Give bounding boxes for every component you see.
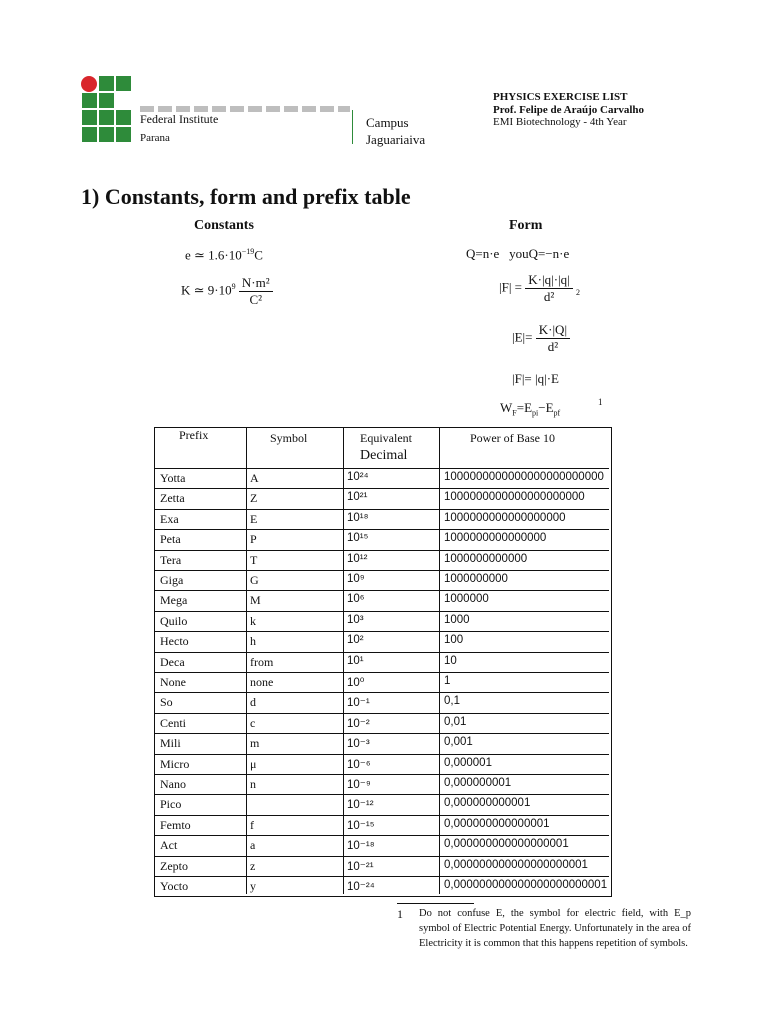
cell-power: 10⁰	[347, 677, 365, 689]
institute-name-block	[140, 80, 438, 148]
cell-decimal: 0,000000000000000001	[444, 838, 569, 851]
footnote-rule	[397, 903, 474, 904]
cell-power: 10⁻⁶	[347, 758, 371, 771]
row-divider	[155, 611, 609, 612]
row-divider	[155, 529, 609, 530]
cell-decimal: 10	[444, 654, 457, 667]
cell-prefix: Yocto	[160, 879, 189, 893]
cell-symbol: M	[250, 593, 261, 608]
cell-decimal: 1000000000	[444, 573, 508, 585]
form-heading: Form	[509, 218, 543, 233]
cell-prefix: Pico	[160, 797, 182, 812]
header-power: Power of Base 10	[470, 431, 555, 445]
cell-decimal: 0,000000000000001	[444, 817, 550, 830]
cell-decimal: 1000	[444, 613, 470, 626]
logo-square	[99, 127, 114, 142]
institute-logo	[80, 76, 132, 142]
row-divider	[155, 794, 609, 795]
prefix-table	[154, 427, 612, 897]
institute-name: Federal Institute	[140, 112, 219, 126]
cell-symbol: A	[250, 471, 259, 485]
logo-square	[116, 110, 131, 125]
charge-quantization: Q=n·e youQ=−n·e	[466, 246, 570, 261]
header-prefix: Prefix	[179, 428, 209, 442]
document-header	[493, 91, 644, 129]
cell-decimal: 1000000000000	[444, 552, 528, 565]
cell-decimal: 0,000000001	[444, 777, 512, 789]
cell-power: 10²⁴	[347, 471, 369, 483]
cell-power: 10⁻³	[347, 738, 370, 751]
cell-decimal: 1000000000000000000	[444, 511, 566, 524]
cell-power: 10⁻²¹	[347, 860, 374, 873]
cell-power: 10⁻¹⁵	[347, 819, 375, 832]
row-divider	[155, 488, 609, 489]
course-name: EMI Biotechnology - 4th Year	[493, 116, 627, 128]
row-divider	[155, 672, 609, 673]
cell-power: 10⁻¹	[347, 697, 370, 710]
cell-prefix: Zepto	[160, 858, 188, 873]
cell-prefix: Hecto	[160, 634, 189, 649]
cell-decimal: 1000000000000000	[444, 532, 547, 545]
cell-symbol: μ	[250, 756, 257, 771]
logo-square	[116, 127, 131, 142]
cell-prefix: Nano	[160, 777, 186, 791]
cell-symbol: a	[250, 838, 256, 853]
row-divider	[155, 774, 609, 775]
cell-prefix: Zetta	[160, 491, 185, 506]
cell-decimal: 0,01	[444, 715, 467, 728]
cell-symbol: G	[250, 573, 259, 587]
logo-square	[99, 110, 114, 125]
logo-square	[116, 76, 131, 91]
logo-square	[82, 93, 97, 108]
electric-field-formula: |E|= $\frac{K\cdot|Q|}{\text{d²}}$	[512, 322, 570, 355]
section-title: 1) Constants, form and prefix table	[81, 184, 411, 209]
cell-symbol: P	[250, 532, 257, 547]
cell-prefix: Centi	[160, 715, 186, 730]
cell-power: 10³	[347, 613, 364, 626]
cell-power: 10⁻⁹	[347, 779, 371, 791]
cell-power: 10⁻²	[347, 717, 370, 730]
elementary-charge: e ≃ $1.6\cdot 10^{-19}C$	[185, 247, 263, 263]
cell-symbol: T	[250, 552, 258, 567]
column-divider	[246, 428, 247, 894]
cell-power: 10¹⁸	[347, 511, 369, 524]
cell-symbol: m	[250, 736, 260, 751]
cell-decimal: 0,000000000001	[444, 797, 531, 810]
cell-decimal: 1000000000000000000000000	[444, 471, 604, 483]
work-energy-formula: $W_F=E_{pi}-E_{pf}$	[500, 400, 561, 418]
header-equivalent: Equivalent Decimal	[360, 431, 412, 463]
cell-decimal: 0,000000000000000000001	[444, 858, 588, 871]
cell-power: 10²	[347, 634, 364, 647]
row-divider	[155, 631, 609, 632]
cell-prefix: Peta	[160, 532, 181, 547]
column-divider	[439, 428, 440, 894]
cell-decimal: 0,001	[444, 736, 473, 749]
footnote-number: 1	[397, 907, 403, 921]
cell-symbol: f	[250, 817, 254, 832]
row-divider	[155, 733, 609, 734]
row-divider	[155, 835, 609, 836]
cell-decimal: 100	[444, 634, 464, 647]
cell-decimal: 0,000000000000000000000001	[444, 879, 608, 891]
row-divider	[155, 550, 609, 551]
cell-symbol: d	[250, 695, 256, 710]
list-title: PHYSICS EXERCISE LIST	[493, 91, 628, 103]
cell-decimal: 1000000000000000000000	[444, 491, 585, 504]
cell-symbol: k	[250, 613, 256, 628]
cell-prefix: Mega	[160, 593, 188, 608]
cell-prefix: Deca	[160, 654, 185, 669]
cell-power: 10¹²	[347, 552, 368, 565]
row-divider	[155, 509, 609, 510]
cell-power: 10⁶	[347, 593, 365, 606]
cell-power: 10⁻¹⁸	[347, 840, 375, 853]
cell-symbol: c	[250, 715, 256, 730]
cell-prefix: Yotta	[160, 471, 186, 485]
cell-symbol: h	[250, 634, 256, 649]
cell-symbol: from	[250, 654, 274, 669]
cell-prefix: So	[160, 695, 173, 710]
campus-name: Campus Jaguariaiva	[366, 115, 426, 147]
cell-prefix: Micro	[160, 756, 190, 771]
row-divider	[155, 692, 609, 693]
cell-decimal: 0,1	[444, 695, 460, 708]
cell-power: 10¹⁵	[347, 532, 369, 545]
cell-prefix: Mili	[160, 736, 181, 751]
cell-prefix: Act	[160, 838, 178, 853]
constants-heading: Constants	[194, 218, 254, 233]
footnote-text: Do not confuse E, the symbol for electric field, with E_p symbol of Electric Potential Energy. Unfortunately in the area of Electricity it is common that this happens repetition of symbols.	[419, 908, 691, 949]
institute-state: Parana	[140, 132, 170, 144]
logo-square	[82, 110, 97, 125]
cell-prefix: Femto	[160, 817, 191, 832]
cell-symbol: n	[250, 777, 256, 791]
cell-power: 10¹	[347, 654, 364, 667]
coulomb-constant: K ≃ $9\cdot 10^9$ $\frac{\text{N·m²}}{\text{C²}}$	[181, 275, 273, 308]
row-divider	[155, 468, 609, 469]
row-divider	[155, 815, 609, 816]
cell-symbol: y	[250, 879, 256, 893]
coulomb-law: |F| = $\frac{K\cdot|q|\cdot|q|}{\text{d²}}$ $_2$	[499, 272, 580, 304]
logo-square	[82, 127, 97, 142]
cell-power: 10⁹	[347, 573, 365, 585]
row-divider	[155, 876, 609, 877]
cell-decimal: 1000000	[444, 593, 489, 606]
cell-prefix: Quilo	[160, 613, 188, 628]
logo-square	[99, 76, 114, 91]
cell-power: 10²¹	[347, 491, 368, 504]
column-divider	[343, 428, 344, 894]
row-divider	[155, 856, 609, 857]
cell-decimal: 1	[444, 675, 451, 687]
row-divider	[155, 570, 609, 571]
row-divider	[155, 652, 609, 653]
professor-name: Prof. Felipe de Araújo Carvalho	[493, 103, 645, 116]
logo-square	[99, 93, 114, 108]
cell-prefix: Exa	[160, 511, 179, 526]
row-divider	[155, 713, 609, 714]
header-symbol: Symbol	[270, 431, 308, 445]
cell-symbol: Z	[250, 491, 258, 506]
cell-decimal: 0,000001	[444, 756, 492, 769]
cell-prefix: Giga	[160, 573, 184, 587]
cell-symbol: z	[250, 858, 256, 873]
row-divider	[155, 590, 609, 591]
force-field-formula: |F|= |q|·E	[512, 371, 559, 386]
cell-symbol: none	[250, 675, 274, 689]
logo-red-dot	[81, 76, 97, 92]
footnote-reference: 1	[598, 397, 603, 407]
row-divider	[155, 754, 609, 755]
logo-divider	[352, 110, 353, 144]
cell-symbol: E	[250, 511, 258, 526]
cell-prefix: Tera	[160, 552, 182, 567]
cell-prefix: None	[160, 675, 186, 689]
cell-power: 10⁻²⁴	[347, 881, 375, 893]
cell-power: 10⁻¹²	[347, 799, 374, 812]
